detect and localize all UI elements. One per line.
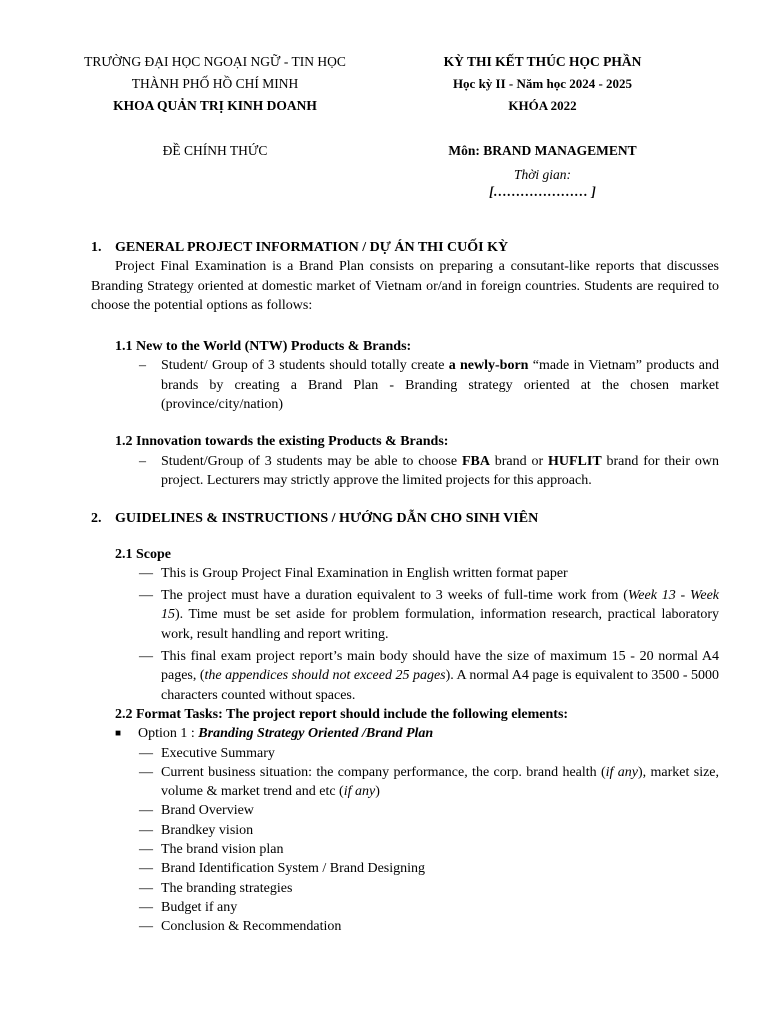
semester: Học kỳ II - Năm học 2024 - 2025 <box>452 76 633 91</box>
list-item: — Brand Identification System / Brand Designing <box>161 859 719 878</box>
dash-bullet-icon: — <box>139 822 153 838</box>
option-1: ■ Option 1 : Branding Strategy Oriented /Brand Plan <box>91 724 719 743</box>
dash-bullet-icon: — <box>139 842 153 858</box>
document-body <box>91 238 719 937</box>
list-item: — The brand vision plan <box>161 840 719 859</box>
dash-bullet-icon: — <box>139 861 153 877</box>
city-name: THÀNH PHỐ HỒ CHÍ MINH <box>131 76 299 91</box>
list-item: — Budget if any <box>161 898 719 917</box>
exam-title: KỲ THI KẾT THÚC HỌC PHẦN <box>443 54 642 69</box>
subsection-1-1-list <box>91 356 719 414</box>
time-blank: [………………… ] <box>489 184 596 199</box>
section-1-title: GENERAL PROJECT INFORMATION / DỰ ÁN THI CUỐI KỲ <box>115 240 509 255</box>
list-item: – Student/Group of 3 students may be able to choose FBA brand or HUFLIT brand for their own project. Lecturers may strictly approve the limited projects for this approach. <box>139 453 720 488</box>
subsection-1-2-title: 1.2 Innovation towards the existing Products & Brands: <box>115 434 449 450</box>
list-item: — Brand Overview <box>161 801 719 820</box>
dash-bullet-icon: — <box>139 764 153 780</box>
section-2-heading <box>91 509 719 528</box>
format-elements-list <box>91 744 719 937</box>
list-item: — Current business situation: the company performance, the corp. brand health (if any), market size, volume & market trend and etc (if any) <box>139 764 720 800</box>
list-item: — Executive Summary <box>161 744 719 763</box>
header-right <box>405 51 680 117</box>
section-1-number: 1. <box>91 240 102 255</box>
dash-bullet-icon: — <box>139 745 153 761</box>
subject-label: Môn: BRAND MANAGEMENT <box>448 143 637 158</box>
faculty-name: KHOA QUẢN TRỊ KINH DOANH <box>113 98 317 113</box>
section-2-number: 2. <box>91 511 102 527</box>
dash-bullet-icon: — <box>139 880 153 896</box>
square-bullet-icon: ■ <box>115 728 122 740</box>
list-item: — This final exam project report’s main body should have the size of maximum 15 - 20 normal A4 pages, (the appendices should not exceed 25 pages). A normal A4 page is equivalent to 3500 - 5000 characters counted without spaces. <box>139 649 719 703</box>
list-item: — Conclusion & Recommendation <box>161 917 719 936</box>
dash-bullet-icon: — <box>139 919 153 935</box>
dash-bullet-icon: — <box>139 803 153 819</box>
section-1-heading <box>91 238 719 257</box>
dash-bullet-icon: — <box>139 565 153 581</box>
subsection-1-1-title: 1.1 New to the World (NTW) Products & Brands: <box>115 339 412 355</box>
dash-bullet-icon: – <box>139 358 146 374</box>
header-left <box>60 51 370 117</box>
section-2-title: GUIDELINES & INSTRUCTIONS / HƯỚNG DẪN CHO SINH VIÊN <box>115 511 539 527</box>
subsection-2-1-title: 2.1 Scope <box>115 546 171 562</box>
list-item: – Student/ Group of 3 students should totally create a newly-born “made in Vietnam” products and brands by creating a Brand Plan - Branding strategy oriented at the chosen market (province/city/nation) <box>139 358 720 413</box>
cohort: KHÓA 2022 <box>508 98 577 113</box>
list-item: — The branding strategies <box>161 879 719 898</box>
subsection-2-2-title: 2.2 Format Tasks: The project report should include the following elements: <box>115 706 569 722</box>
subsection-1-2-list <box>91 452 719 491</box>
section-1-intro: Project Final Examination is a Brand Plan consists on preparing a consutant-like reports that discusses Branding Strategy oriented at domestic market of Vietnam or/and in foreign countries. Students are required to choose the potential options as follows: <box>91 259 719 313</box>
list-item: — Brandkey vision <box>161 821 719 840</box>
university-name: TRƯỜNG ĐẠI HỌC NGOẠI NGỮ - TIN HỌC <box>84 54 346 69</box>
list-item: — This is Group Project Final Examination in English written format paper <box>161 564 719 583</box>
scope-list <box>91 564 719 705</box>
time-label: Thời gian: <box>513 167 572 182</box>
dash-bullet-icon: — <box>139 649 153 665</box>
dash-bullet-icon: – <box>139 453 146 469</box>
dash-bullet-icon: — <box>139 899 153 915</box>
dash-bullet-icon: — <box>139 588 153 604</box>
official-label: ĐỀ CHÍNH THỨC <box>162 143 268 158</box>
list-item: — The project must have a duration equivalent to 3 weeks of full-time work from (Week 13 - Week 15). Time must be set aside for problem formulation, information research, practical laboratory work, result handling and report writing. <box>139 588 719 642</box>
